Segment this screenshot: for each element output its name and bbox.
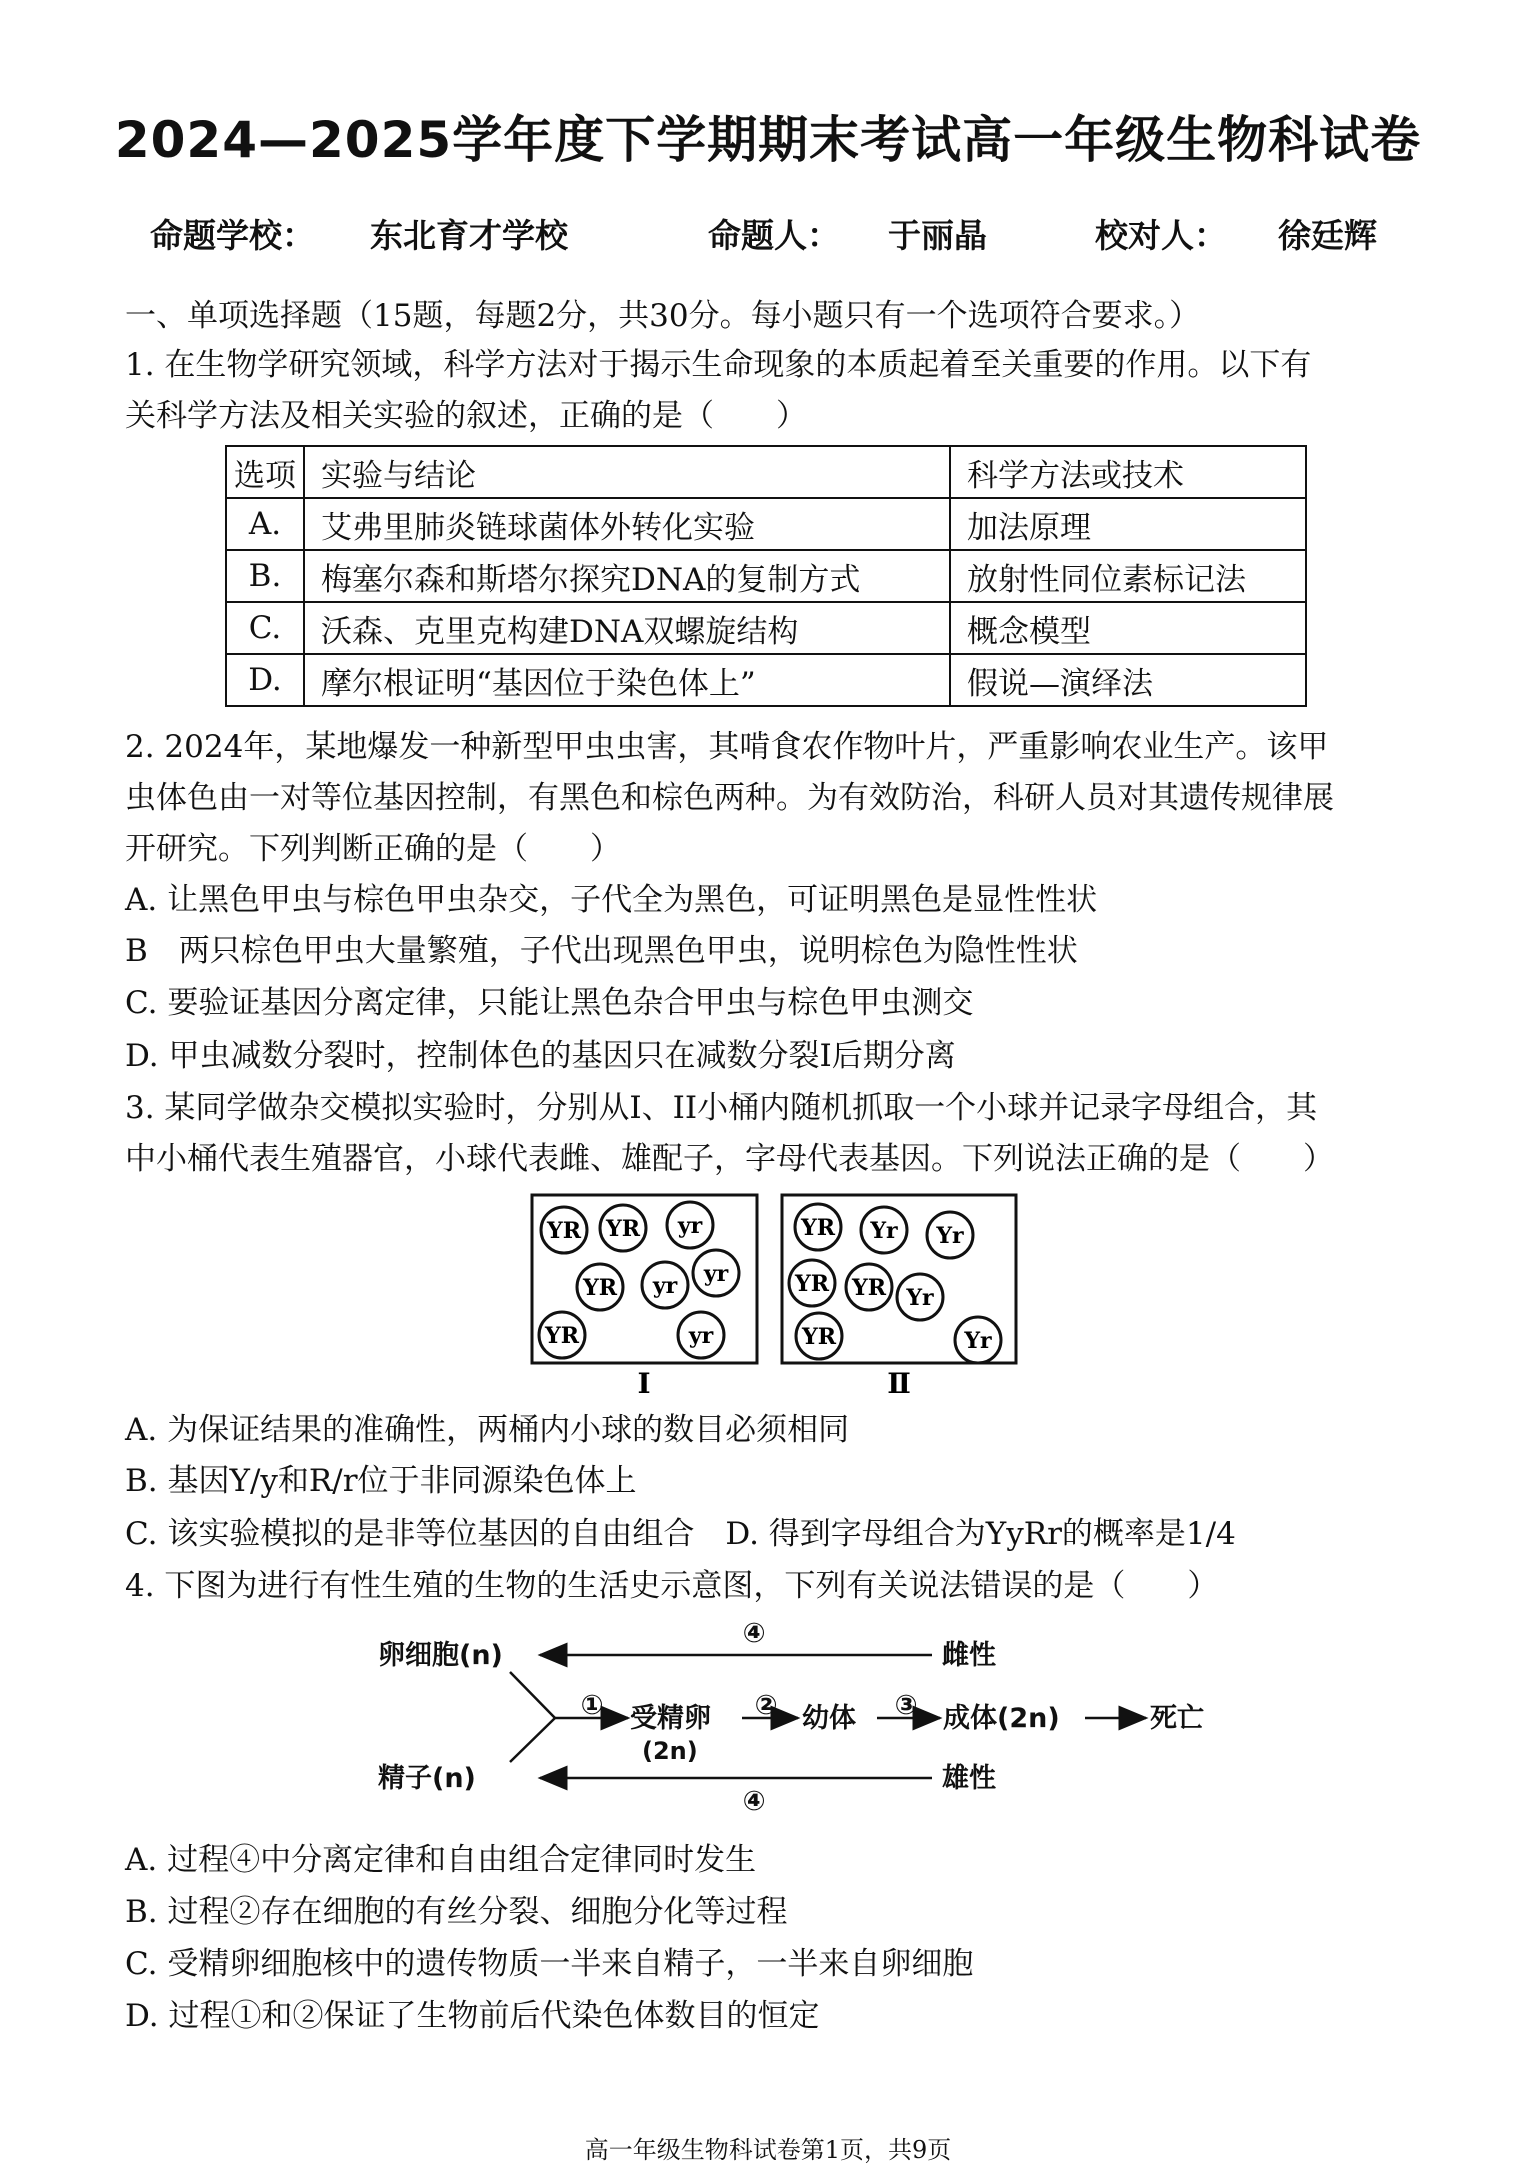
- bucket-2-label: Ⅱ: [887, 1367, 911, 1400]
- q3-stem-line: 中小桶代表生殖器官，小球代表雌、雄配子，字母代表基因。下列说法正确的是（ ）: [125, 1141, 1334, 1177]
- female-label: 雌性: [942, 1640, 996, 1671]
- gamete-label: Yr: [870, 1218, 898, 1244]
- school-label: 命题学校：: [150, 216, 315, 255]
- author-name: 于丽晶: [888, 216, 987, 255]
- gamete-label: yr: [677, 1213, 703, 1239]
- table-cell: 艾弗里肺炎链球菌体外转化实验: [304, 498, 950, 550]
- table-row: [226, 602, 1306, 654]
- gamete-label: YR: [547, 1218, 581, 1244]
- q4-option-a: A. 过程④中分离定律和自由组合定律同时发生: [125, 1842, 757, 1878]
- table-row: [226, 550, 1306, 602]
- zygote-label: 受精卵: [630, 1703, 711, 1734]
- q1-stem-line: 1. 在生物学研究领域，科学方法对于揭示生命现象的本质起着至关重要的作用。以下有: [125, 347, 1312, 383]
- gamete-label: YR: [801, 1215, 835, 1241]
- page-title: 2024—2025学年度下学期期末考试高一年级生物科试卷: [114, 111, 1422, 169]
- table-cell: 梅塞尔森和斯塔尔探究DNA的复制方式: [304, 550, 950, 602]
- table-cell: 摩尔根证明“基因位于染色体上”: [304, 654, 950, 706]
- table-row: [226, 498, 1306, 550]
- gamete-label: Yr: [906, 1285, 934, 1311]
- adult-label: 成体(2n): [943, 1703, 1060, 1734]
- process-4-top: ④: [742, 1618, 766, 1649]
- table-header-row: [226, 446, 1306, 498]
- q2-option-d: D. 甲虫减数分裂时，控制体色的基因只在减数分裂I后期分离: [125, 1038, 956, 1074]
- q3-option-a: A. 为保证结果的准确性，两桶内小球的数目必须相同: [125, 1412, 850, 1448]
- q4-option-c: C. 受精卵细胞核中的遗传物质一半来自精子，一半来自卵细胞: [125, 1946, 974, 1982]
- author-label: 命题人：: [708, 216, 840, 255]
- table-cell: 概念模型: [950, 602, 1306, 654]
- gamete-label: YR: [606, 1216, 640, 1242]
- gamete-label: Yr: [964, 1328, 992, 1354]
- gamete-label: YR: [852, 1275, 886, 1301]
- q3-option-cd: C. 该实验模拟的是非等位基因的自由组合 D. 得到字母组合为YyRr的概率是1/4: [125, 1516, 1236, 1552]
- q2-stem-line: 虫体色由一对等位基因控制，有黑色和棕色两种。为有效防治，科研人员对其遗传规律展: [125, 780, 1334, 816]
- juvenile-label: 幼体: [802, 1703, 856, 1734]
- table-cell: C.: [226, 602, 304, 654]
- page-footer: 高一年级生物科试卷第1页，共9页: [584, 2136, 952, 2164]
- table-cell: B.: [226, 550, 304, 602]
- death-label: 死亡: [1150, 1703, 1204, 1734]
- q2-option-a: A. 让黑色甲虫与棕色甲虫杂交，子代全为黑色，可证明黑色是显性性状: [125, 882, 1098, 918]
- q4-option-d: D. 过程①和②保证了生物前后代染色体数目的恒定: [125, 1998, 820, 2034]
- bucket-1: [532, 1195, 757, 1400]
- q3-option-b: B. 基因Y/y和R/r位于非同源染色体上: [125, 1463, 637, 1499]
- gamete-label: YR: [795, 1271, 829, 1297]
- school-name: 东北育才学校: [370, 216, 568, 255]
- q1-table: [225, 445, 1307, 707]
- bucket-1-label: I: [637, 1367, 651, 1400]
- male-label: 雄性: [942, 1763, 996, 1794]
- table-row: [226, 654, 1306, 706]
- table-header-cell: 实验与结论: [304, 446, 950, 498]
- process-2: ②: [754, 1690, 778, 1721]
- checker-label: 校对人：: [1095, 216, 1227, 255]
- gamete-label: YR: [802, 1324, 836, 1350]
- table-cell: 假说—演绎法: [950, 654, 1306, 706]
- gamete-label: Yr: [936, 1223, 964, 1249]
- q4-option-b: B. 过程②存在细胞的有丝分裂、细胞分化等过程: [125, 1894, 788, 1930]
- zygote-ploidy: (2n): [642, 1737, 698, 1765]
- table-cell: A.: [226, 498, 304, 550]
- gamete-label: YR: [583, 1275, 617, 1301]
- q2-stem-line: 开研究。下列判断正确的是（ ）: [125, 831, 621, 867]
- process-1: ①: [580, 1690, 604, 1721]
- bucket-diagram: [520, 1185, 1040, 1405]
- table-cell: 放射性同位素标记法: [950, 550, 1306, 602]
- process-3: ③: [894, 1690, 918, 1721]
- gamete-label: yr: [703, 1261, 729, 1287]
- life-cycle-diagram: [370, 1612, 1210, 1812]
- table-cell: 加法原理: [950, 498, 1306, 550]
- table-header-cell: 选项: [226, 446, 304, 498]
- q2-stem-line: 2. 2024年，某地爆发一种新型甲虫虫害，其啃食农作物叶片，严重影响农业生产。该甲: [125, 729, 1329, 765]
- q3-stem-line: 3. 某同学做杂交模拟实验时，分别从I、II小桶内随机抓取一个小球并记录字母组合，其: [125, 1090, 1318, 1126]
- gamete-label: yr: [688, 1323, 714, 1349]
- checker-name: 徐廷辉: [1278, 216, 1377, 255]
- bucket-2: [782, 1195, 1016, 1400]
- section-heading: 一、单项选择题（15题，每题2分，共30分。每小题只有一个选项符合要求。）: [125, 298, 1201, 334]
- gamete-label: yr: [652, 1273, 678, 1299]
- q1-stem-line: 关科学方法及相关实验的叙述，正确的是（ ）: [125, 398, 807, 434]
- gamete-label: YR: [545, 1323, 579, 1349]
- table-cell: D.: [226, 654, 304, 706]
- sperm-label: 精子(n): [378, 1763, 476, 1794]
- q4-stem: 4. 下图为进行有性生殖的生物的生活史示意图，下列有关说法错误的是（ ）: [125, 1568, 1219, 1604]
- q2-option-b: B 两只棕色甲虫大量繁殖，子代出现黑色甲虫，说明棕色为隐性性状: [125, 933, 1078, 969]
- egg-label: 卵细胞(n): [378, 1640, 503, 1671]
- process-4-bottom: ④: [742, 1786, 766, 1812]
- table-cell: 沃森、克里克构建DNA双螺旋结构: [304, 602, 950, 654]
- q2-option-c: C. 要验证基因分离定律，只能让黑色杂合甲虫与棕色甲虫测交: [125, 985, 974, 1021]
- table-header-cell: 科学方法或技术: [950, 446, 1306, 498]
